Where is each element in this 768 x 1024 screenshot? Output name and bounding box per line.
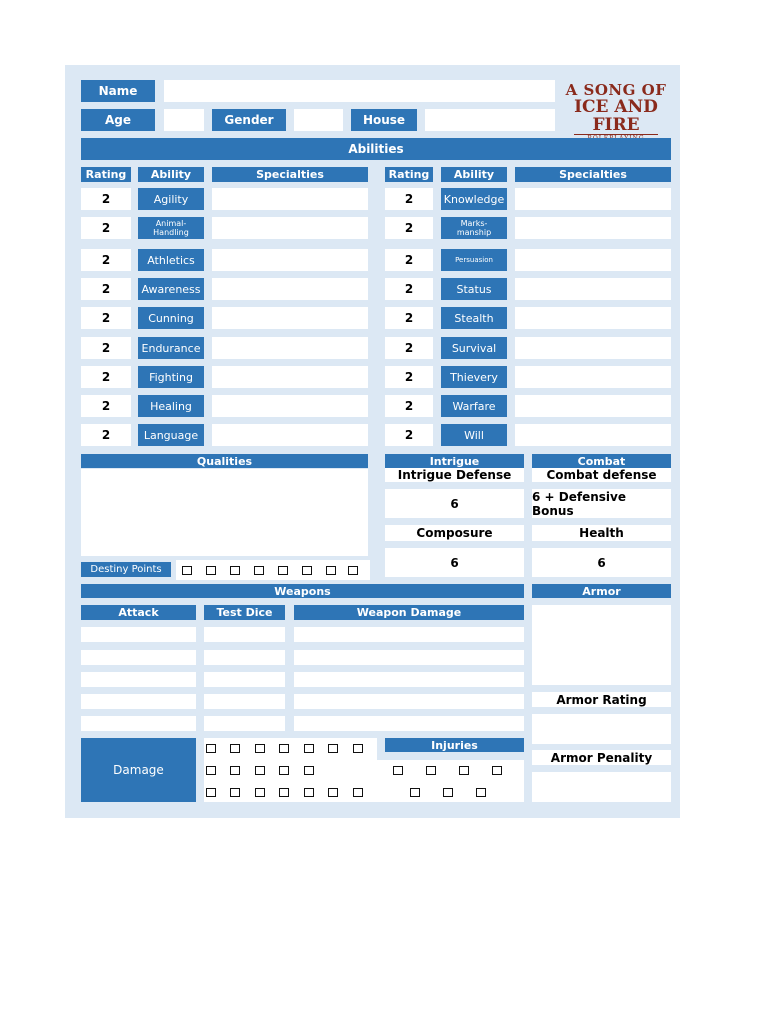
specialty-left-7[interactable]: [212, 395, 368, 417]
intrigue-title: Intrigue: [385, 454, 524, 468]
ability-header-left: Ability: [138, 167, 204, 182]
ability-right-1: Marks- manship: [441, 217, 507, 239]
house-field[interactable]: [425, 109, 555, 131]
health-value[interactable]: 6: [532, 548, 671, 577]
combat-defense-value[interactable]: 6 + Defensive Bonus: [532, 489, 671, 518]
injury-checkbox-0-1[interactable]: [426, 766, 436, 775]
damage-checkbox-0-4[interactable]: [304, 744, 314, 753]
rating-right-7[interactable]: 2: [385, 395, 433, 417]
weapon-test-dice-2[interactable]: [204, 672, 285, 687]
weapons-title: Weapons: [81, 584, 524, 598]
weapon-attack-1[interactable]: [81, 650, 196, 665]
damage-checkbox-2-2[interactable]: [255, 788, 265, 797]
injury-checkbox-1-0[interactable]: [410, 788, 420, 797]
armor-field[interactable]: [532, 605, 671, 685]
specialty-left-5[interactable]: [212, 337, 368, 359]
rating-right-1[interactable]: 2: [385, 217, 433, 239]
ability-left-2: Athletics: [138, 249, 204, 271]
ability-right-3: Status: [441, 278, 507, 300]
health-label: Health: [532, 525, 671, 541]
name-label: Name: [81, 80, 155, 102]
weapon-damage-3[interactable]: [294, 694, 524, 709]
destiny-points-label: Destiny Points: [81, 562, 171, 577]
rating-left-1[interactable]: 2: [81, 217, 131, 239]
house-label: House: [351, 109, 417, 131]
qualities-field[interactable]: [81, 469, 368, 556]
specialty-left-1[interactable]: [212, 217, 368, 239]
qualities-title: Qualities: [81, 454, 368, 468]
specialty-right-6[interactable]: [515, 366, 671, 388]
specialties-header-right: Specialties: [515, 167, 671, 182]
rating-right-4[interactable]: 2: [385, 307, 433, 329]
rating-right-8[interactable]: 2: [385, 424, 433, 446]
damage-checkbox-2-4[interactable]: [304, 788, 314, 797]
specialty-right-0[interactable]: [515, 188, 671, 210]
destiny-checkbox-4[interactable]: [278, 566, 288, 575]
specialties-header-left: Specialties: [212, 167, 368, 182]
rating-left-7[interactable]: 2: [81, 395, 131, 417]
ability-left-4: Cunning: [138, 307, 204, 329]
gender-field[interactable]: [294, 109, 343, 131]
ability-right-6: Thievery: [441, 366, 507, 388]
rating-right-5[interactable]: 2: [385, 337, 433, 359]
armor-penalty-field[interactable]: [532, 772, 671, 802]
weapon-test-dice-3[interactable]: [204, 694, 285, 709]
armor-rating-label: Armor Rating: [532, 692, 671, 707]
destiny-checkbox-6[interactable]: [326, 566, 336, 575]
ability-left-0: Agility: [138, 188, 204, 210]
injuries-title: Injuries: [385, 738, 524, 752]
destiny-checkbox-0[interactable]: [182, 566, 192, 575]
specialty-left-2[interactable]: [212, 249, 368, 271]
rating-right-2[interactable]: 2: [385, 249, 433, 271]
ability-right-5: Survival: [441, 337, 507, 359]
armor-penalty-label: Armor Penality: [532, 750, 671, 765]
weapon-damage-2[interactable]: [294, 672, 524, 687]
specialty-left-8[interactable]: [212, 424, 368, 446]
damage-checkbox-1-2[interactable]: [255, 766, 265, 775]
injury-checkbox-0-0[interactable]: [393, 766, 403, 775]
damage-checkbox-1-0[interactable]: [206, 766, 216, 775]
abilities-title: Abilities: [81, 138, 671, 160]
damage-checkbox-1-1[interactable]: [230, 766, 240, 775]
ability-left-8: Language: [138, 424, 204, 446]
specialty-right-1[interactable]: [515, 217, 671, 239]
damage-checkbox-1-4[interactable]: [304, 766, 314, 775]
rating-header-right: Rating: [385, 167, 433, 182]
ability-right-0: Knowledge: [441, 188, 507, 210]
damage-checkbox-0-1[interactable]: [230, 744, 240, 753]
injury-checkbox-0-3[interactable]: [492, 766, 502, 775]
rating-left-8[interactable]: 2: [81, 424, 131, 446]
composure-value[interactable]: 6: [385, 548, 524, 577]
weapon-damage-1[interactable]: [294, 650, 524, 665]
damage-checkbox-2-1[interactable]: [230, 788, 240, 797]
ability-right-4: Stealth: [441, 307, 507, 329]
rating-right-6[interactable]: 2: [385, 366, 433, 388]
rating-right-3[interactable]: 2: [385, 278, 433, 300]
weapon-damage-header: Weapon Damage: [294, 605, 524, 620]
rating-right-0[interactable]: 2: [385, 188, 433, 210]
destiny-checkbox-1[interactable]: [206, 566, 216, 575]
damage-checkbox-0-3[interactable]: [279, 744, 289, 753]
weapon-test-dice-1[interactable]: [204, 650, 285, 665]
weapon-test-dice-0[interactable]: [204, 627, 285, 642]
ability-left-7: Healing: [138, 395, 204, 417]
weapon-damage-4[interactable]: [294, 716, 524, 731]
rating-left-2[interactable]: 2: [81, 249, 131, 271]
damage-label: Damage: [81, 738, 196, 802]
specialty-right-4[interactable]: [515, 307, 671, 329]
ability-right-7: Warfare: [441, 395, 507, 417]
age-label: Age: [81, 109, 155, 131]
rating-left-3[interactable]: 2: [81, 278, 131, 300]
weapon-attack-2[interactable]: [81, 672, 196, 687]
rating-left-5[interactable]: 2: [81, 337, 131, 359]
injury-checkbox-1-2[interactable]: [476, 788, 486, 797]
weapon-test-dice-4[interactable]: [204, 716, 285, 731]
damage-checkbox-0-2[interactable]: [255, 744, 265, 753]
specialty-right-7[interactable]: [515, 395, 671, 417]
destiny-checkbox-5[interactable]: [302, 566, 312, 575]
armor-rating-field[interactable]: [532, 714, 671, 744]
age-field[interactable]: [164, 109, 204, 131]
damage-checkbox-2-5[interactable]: [328, 788, 338, 797]
asoiaf-logo: A SONG OF ICE AND FIRE: [560, 82, 672, 130]
rating-header-left: Rating: [81, 167, 131, 182]
destiny-checkbox-3[interactable]: [254, 566, 264, 575]
ability-left-5: Endurance: [138, 337, 204, 359]
rating-left-4[interactable]: 2: [81, 307, 131, 329]
damage-checkbox-2-0[interactable]: [206, 788, 216, 797]
name-field[interactable]: [164, 80, 555, 102]
injury-checkbox-1-1[interactable]: [443, 788, 453, 797]
damage-checkbox-0-6[interactable]: [353, 744, 363, 753]
damage-checkbox-0-5[interactable]: [328, 744, 338, 753]
specialty-left-3[interactable]: [212, 278, 368, 300]
specialty-right-3[interactable]: [515, 278, 671, 300]
specialty-left-6[interactable]: [212, 366, 368, 388]
specialty-right-2[interactable]: [515, 249, 671, 271]
weapon-attack-3[interactable]: [81, 694, 196, 709]
armor-title: Armor: [532, 584, 671, 598]
intrigue-defense-label: Intrigue Defense: [385, 468, 524, 482]
destiny-checkbox-7[interactable]: [348, 566, 358, 575]
destiny-checkbox-2[interactable]: [230, 566, 240, 575]
specialty-left-4[interactable]: [212, 307, 368, 329]
weapon-attack-4[interactable]: [81, 716, 196, 731]
specialty-left-0[interactable]: [212, 188, 368, 210]
ability-header-right: Ability: [441, 167, 507, 182]
gender-label: Gender: [212, 109, 286, 131]
ability-left-3: Awareness: [138, 278, 204, 300]
composure-label: Composure: [385, 525, 524, 541]
ability-left-6: Fighting: [138, 366, 204, 388]
damage-checkbox-2-3[interactable]: [279, 788, 289, 797]
damage-checkbox-0-0[interactable]: [206, 744, 216, 753]
damage-checkbox-1-3[interactable]: [279, 766, 289, 775]
combat-defense-label: Combat defense: [532, 468, 671, 482]
specialty-right-8[interactable]: [515, 424, 671, 446]
rating-left-6[interactable]: 2: [81, 366, 131, 388]
damage-checkbox-2-6[interactable]: [353, 788, 363, 797]
rating-left-0[interactable]: 2: [81, 188, 131, 210]
weapon-damage-0[interactable]: [294, 627, 524, 642]
ability-left-1: Animal- Handling: [138, 217, 204, 239]
combat-title: Combat: [532, 454, 671, 468]
intrigue-defense-value[interactable]: 6: [385, 489, 524, 518]
ability-right-8: Will: [441, 424, 507, 446]
weapon-attack-0[interactable]: [81, 627, 196, 642]
specialty-right-5[interactable]: [515, 337, 671, 359]
injury-checkbox-0-2[interactable]: [459, 766, 469, 775]
test-dice-header: Test Dice: [204, 605, 285, 620]
ability-right-2: Persuasion: [441, 249, 507, 271]
attack-header: Attack: [81, 605, 196, 620]
